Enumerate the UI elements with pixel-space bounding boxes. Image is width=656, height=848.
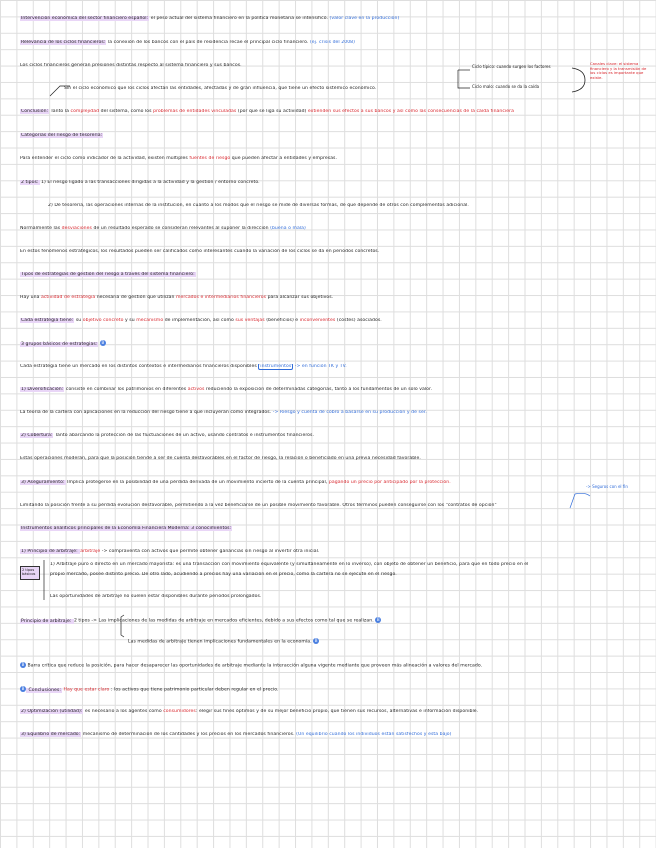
side-note-canales: Canales clave: el sistema financiero y la transmisión de los ciclos es importante que existe. — [590, 61, 647, 80]
text-underlined: 2 tipos — [73, 618, 90, 624]
note-ciclo-tipico — [472, 64, 551, 69]
text: es necesario a los agentes como — [83, 709, 164, 714]
note-line-16 — [20, 364, 646, 370]
red-text: pagando un precio por anticipado por la protección. — [328, 480, 451, 485]
heading-arbitraje: 1) Principio de arbitraje: — [21, 549, 80, 554]
note-line-3 — [20, 63, 446, 69]
text: de implementación, así como — [163, 318, 236, 323]
text: (beneficios) e — [264, 318, 300, 323]
red-text: activos — [187, 387, 205, 392]
note-line-7 — [20, 156, 646, 162]
note-line-11 — [20, 249, 646, 255]
note-line-13 — [20, 295, 646, 301]
note-line-26 — [50, 594, 646, 600]
heading-cobertura: 2) Cobertura: — [21, 433, 53, 438]
heading-aseguramiento: 3) Aseguramiento: — [21, 480, 65, 485]
text: Tanto la — [49, 109, 71, 114]
note-line-9 — [48, 203, 646, 209]
text: Ciclo malo: cuando se da la caída — [472, 84, 540, 89]
note-line-5 — [20, 109, 646, 115]
note-line-14 — [20, 318, 646, 324]
blue-annotation: (buena o mala) — [270, 226, 306, 231]
note-line-32 — [20, 732, 646, 738]
red-text: complejidad — [70, 109, 100, 114]
note-line-25b — [50, 572, 646, 578]
note-seguros — [586, 484, 628, 489]
note-line-28 — [128, 638, 646, 646]
note-line-19 — [20, 433, 646, 439]
circle-marker: B — [376, 617, 380, 622]
text: 1) El riesgo ligado a las transacciones dirigidas a la actividad y la gestión / entorno concreto. — [39, 180, 260, 185]
text: propio mercado, posee distinto precio. De otro lado, acudiendo a precios hay una variación en el precio, como la cartera no se ejecute en el riesgo. — [50, 572, 397, 577]
tipos-basicos-box: 2 tipos básicos — [20, 566, 40, 580]
text: es una transacción con movimiento equivalente (y simultáneamente en lo inverso), con objeto de obtener un beneficio, para que en todo precio en el — [174, 562, 529, 567]
text: consiste en combinar los patrimonios en diferentes — [64, 387, 188, 392]
note-line-8 — [20, 180, 646, 186]
text: La teoría de la cartera con aplicaciones en la reducción del riesgo tiene a que incluyeran como integrados. — [20, 410, 272, 415]
circle-marker: B — [101, 340, 105, 345]
note-line-22 — [20, 503, 646, 509]
text: Limitando la posición frente a su pérdida evolución desfavorable, permitiendo a la vez beneficiarse de un posible movimiento favorable. Otros términos pueden conseguirse con los — [20, 503, 445, 508]
circle-marker: B — [21, 686, 25, 691]
red-text: arbitraje — [80, 549, 101, 554]
blue-annotation: (ej. crisis del 2008) — [308, 40, 355, 45]
heading-diversificacion: 1) Diversificación: — [21, 387, 64, 392]
text: de un resultado esperado se consideran relevantes al suponer la dirección — [91, 226, 271, 231]
text: Las medidas de arbitraje tienen implicaciones fundamentales en la economía. — [128, 639, 312, 645]
text: : los activos que tiene patrimonio particular deben regular en el precio. — [109, 687, 279, 693]
note-line-20 — [20, 456, 646, 462]
text: mecanismo de determinación de los cantidades y los precios en los mercados financieros. — [81, 732, 295, 737]
heading-optimizacion: 2) Optimización (utilidad): — [21, 709, 83, 714]
heading-equilibrio: 3) Equilibrio de mercado: — [21, 732, 81, 737]
text: Tanto abarcando la protección de las fluctuaciones de un activo, usando contratos e instrumentos financieros. — [53, 433, 314, 438]
text: Las oportunidades de arbitraje no suelen estar disponibles durante periodos prolongados. — [50, 594, 262, 599]
note-line-2 — [20, 40, 646, 46]
text: Sin el ciclo económico que los ciclos afectan las entidades, afectadas y de gran influencia, que tiene un efecto sistémico económico. — [64, 86, 377, 91]
text: para alcanzar sus objetivos. — [266, 295, 334, 300]
text: -> Las implicaciones de las medidas de arbitraje en mercados eficientes, debido a sus efectos como tal que se realizan. — [89, 618, 374, 624]
red-text: Hay que estar claro — [61, 687, 110, 693]
text: el peso actual del sistema financiero en la política monetaria se intensificó. — [149, 16, 329, 21]
heading-principio-arbitraje: Principio de arbitraje: — [21, 618, 73, 624]
text: y su — [123, 318, 137, 323]
text: Ciclo típico: cuando surgen los factores — [472, 64, 551, 69]
text: Estas operaciones moderan, para que la posición tiende a ser de cuenta desfavorables en el factor de riesgo, la relación o beneficiado en una previa necesidad favorable. — [20, 456, 421, 461]
note-line-1 — [20, 16, 646, 22]
text-underlined: 1) Arbitraje puro o directo en un mercado mayorista: — [50, 562, 175, 567]
red-text: extienden sus efectos a sus bancos y así como las consecuencias de la caída financiera — [307, 109, 514, 114]
red-text: desviaciones — [61, 226, 92, 231]
text: Para entender el ciclo como indicador de la actividad, existen múltiples — [20, 156, 190, 161]
heading-categorias: Categorías del riesgo de tesorería: — [21, 133, 103, 138]
text: En estos fenómenos estratégicos, los resultados pueden ser calificados como interesantes cuando la variación de los ciclos se da en periodos concretos. — [20, 249, 380, 254]
blue-annotation: (Un equilibrio cuando los individuos están satisfechos y esta bajo) — [294, 732, 452, 737]
text: su — [74, 318, 83, 323]
text: 2) De tesorería, las operaciones internas de la institución, en cuanto a los modos que el riesgo se mide de diversas formas, de que depende de otros con complementos adicional. — [48, 203, 469, 208]
note-line-21 — [20, 480, 646, 486]
red-text: actividad de estrategia — [40, 295, 96, 300]
note-line-23 — [20, 526, 646, 532]
text: (por que se liga su actividad) — [236, 109, 308, 114]
text: del sistema, como los — [99, 109, 154, 114]
heading-conclusion: Conclusión: — [21, 109, 49, 114]
note-line-17 — [20, 387, 646, 393]
text: Los ciclos financieros generan presiones distintas respecto al sistema financiero y sus bancos. — [20, 63, 242, 68]
text: -> Seguros con el fin — [586, 484, 628, 489]
red-text: sus ventajas — [235, 318, 265, 323]
text: la conexión de los bancos con el país de residencia recae el principal ciclo financiero. — [106, 40, 309, 45]
text: Hay una — [20, 295, 41, 300]
note-ciclo-malo — [472, 84, 539, 89]
note-line-12 — [20, 272, 646, 278]
note-line-25 — [50, 562, 646, 568]
note-line-31 — [20, 709, 646, 715]
heading-tipos: 2 tipos: — [21, 180, 39, 185]
text: (costes) asociados. — [335, 318, 382, 323]
text: necesaria de gestión que utilizan — [95, 295, 176, 300]
note-line-29 — [20, 662, 646, 670]
blue-annotation: -> Riesgo y cuenta de cobro a basarse en su producción y de ser. — [271, 410, 427, 415]
heading-conclusiones: Conclusiones: — [27, 687, 61, 693]
heading-cada-estrategia: Cada estrategia tiene: — [21, 318, 74, 323]
note-line-27 — [20, 617, 646, 625]
heading-ciclos: Relevancia de los ciclos financieros: — [21, 40, 106, 45]
heading-intervencion: Intervención económica del sector financiero español: — [21, 16, 149, 21]
note-line-4 — [64, 86, 456, 92]
red-text: mecanismo — [136, 318, 164, 323]
red-text: problemas de entidades vinculadas — [153, 109, 237, 114]
text: Normalmente las — [20, 226, 62, 231]
text: Implica protegerse en la posibilidad de una pérdida derivada de un movimiento incierto de la cuenta principal, — [65, 480, 329, 485]
boxed-term: instrumentos — [260, 364, 292, 369]
red-text: objetivo concreto — [82, 318, 124, 323]
heading-instrumentos: Instrumentos analíticos principales de la Economía Financiera Moderna: 3 conocimientos: — [21, 526, 232, 531]
text: Barra crítica que reduce la posición, para hacer desaparecer las oportunidades de arbitraje mediante la interacción alguna vigente mediante que proveen más alineación a valores del mercado. — [26, 663, 483, 669]
note-line-15 — [20, 340, 646, 348]
text: que pueden afectar a entidades y empresas. — [230, 156, 338, 161]
text-contratos-opcion: "contratos de opción" — [444, 503, 497, 508]
circle-marker: B — [21, 662, 25, 667]
text: -> compraventa con activos que permite obtener ganancias sin riesgo al invertir otra inicial. — [100, 549, 320, 554]
note-line-18 — [20, 410, 646, 416]
red-text: consumidores — [163, 709, 196, 714]
blue-annotation: -> en función TK y TV. — [293, 364, 347, 369]
text: reduciendo la exposición de determinadas categorías, tanto a los fundamentos de un solo valor. — [204, 387, 433, 392]
note-line-10 — [20, 226, 646, 232]
blue-annotation: (valor clave en la producción) — [328, 16, 400, 21]
note-line-6 — [20, 133, 646, 139]
heading-grupos: 3 grupos básicos de estrategias: — [21, 341, 98, 347]
note-line-30 — [20, 686, 646, 694]
circle-marker: B — [314, 638, 318, 643]
text: Cada estrategia tiene un mercado en los distintos contextos e intermediarios financieros disponibles — [20, 364, 257, 369]
red-text: fuentes de riesgo — [189, 156, 231, 161]
heading-estrategias: Tipos de estrategias de gestión del riesgo a través del sistema financiero: — [21, 272, 195, 277]
red-text: mercados e intermediarios financieros — [176, 295, 267, 300]
text: : elegir sus fines óptimos y de su mejor beneficio propio, que tienen sus recursos, alternativas e información disponible. — [195, 709, 479, 714]
red-text: inconvenientes — [299, 318, 336, 323]
note-line-24 — [20, 549, 646, 555]
